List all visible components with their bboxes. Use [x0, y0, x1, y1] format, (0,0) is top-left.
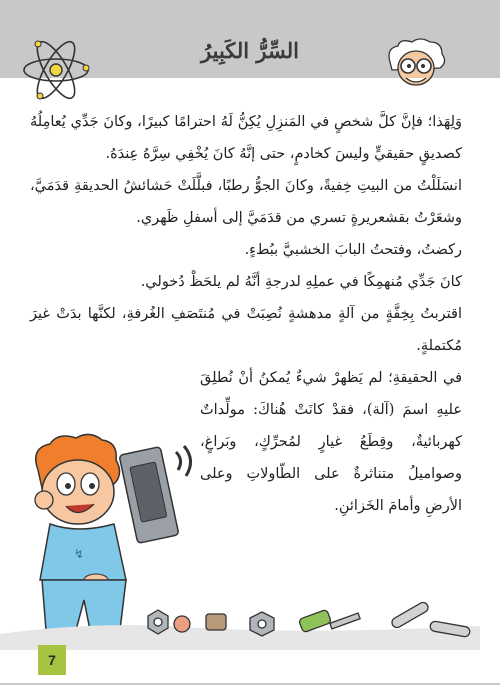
page-header: [0, 0, 500, 78]
svg-text:↯: ↯: [74, 547, 85, 561]
paragraph: وَلِهَذا؛ فإنَّ كلَّ شخصٍ في المَنزِلِ يُكِنُّ لَهُ احترامًا كبيرًا، وكانَ جَدِّي يُعامِلُهُ كصديقٍ حقيقيٍّ وليسَ كخادمٍ، حتى إنَّهُ كانَ يُخْفِي سِرَّهُ عِندَهُ.: [30, 114, 462, 162]
paragraph: اقتربتُ بِخِفَّةٍ من آلةٍ مدهشةٍ نُصِبَتْ في مُنتَصَفِ الغُرفةِ، لكنَّها بدَتْ غيرَ مُكتملةٍ.: [30, 306, 462, 354]
atom-icon: [20, 38, 92, 102]
paragraph: انسَلَلْتُ من البيتِ خِفيةً، وكانَ الجوُّ رطبًا، فبلَّلَتْ حَشائشُ الحديقةِ قدَمَيَّ، وشعَرْتُ بقشعريرةٍ تسري من قدَمَيَّ إلى أسفلِ ظَهري.: [30, 178, 462, 226]
paragraph: ركضتُ، وفتحتُ البابَ الخشبيَّ ببُطءٍ.: [244, 242, 462, 258]
paragraph: كانَ جَدِّي مُنهمِكًا في عملِهِ لدرجةِ أنَّهُ لم يلحَظْ دُخولي.: [140, 274, 462, 290]
page-title: السِّرُّ الكَبِيرُ: [201, 38, 299, 63]
footer-divider: [0, 683, 500, 685]
paragraph: في الحقيقةِ؛ لم يَظهرْ شيءٌ يُمكنُ أنْ نُطلِقَ عليهِ اسمَ (آلة)، فقدْ كانَتْ هُناكَ: مولِّداتٌ كهربائيةٌ، وقِطَعُ غيارٍ لمُحرِّكٍ، وبَراغٍ، وصواميلُ متناثرةٌ على الطّاولاتِ وعلى الأرضِ وأمامَ الخَزائنِ.: [200, 370, 462, 514]
professor-icon: [384, 38, 448, 94]
tools-illustration: [0, 590, 500, 650]
page-number-label: 7: [48, 652, 56, 668]
page-number: [38, 645, 66, 675]
